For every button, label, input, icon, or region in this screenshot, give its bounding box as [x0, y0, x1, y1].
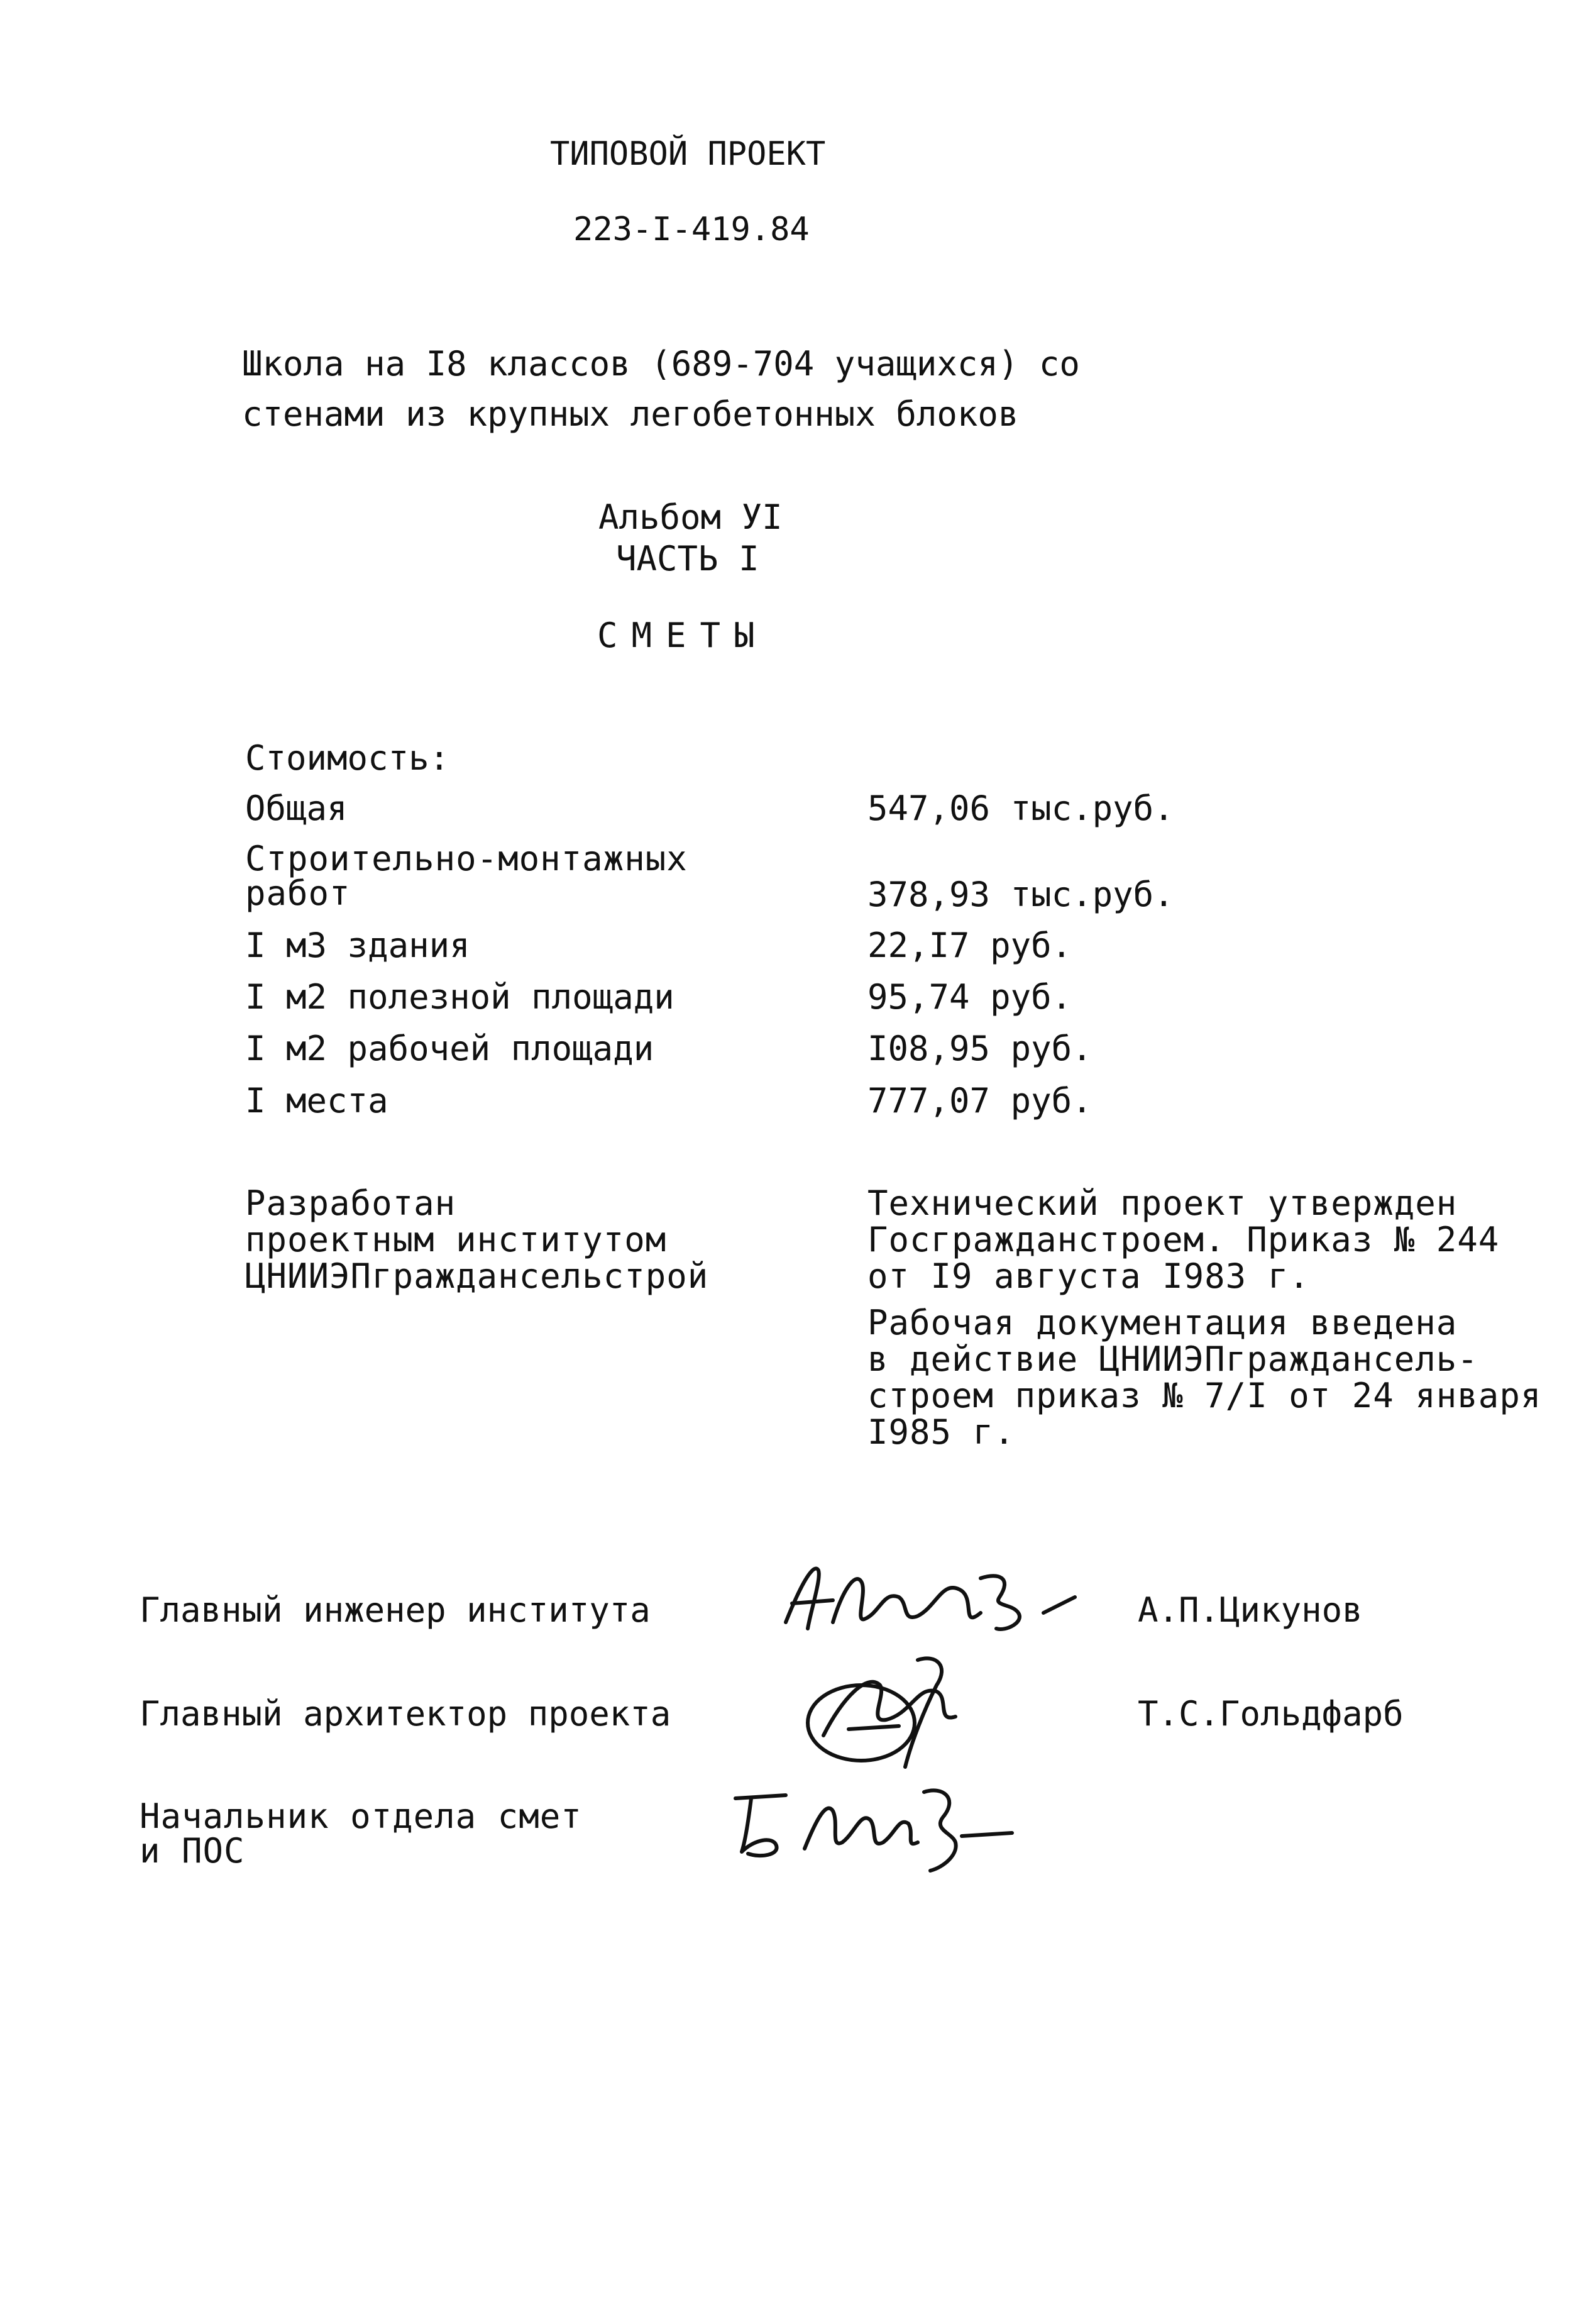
album-part: ЧАСТЬ I [616, 539, 759, 578]
cost-label-per-place: I места [245, 1081, 388, 1121]
developer-line-1: Разработан [245, 1183, 456, 1223]
approval-line-1: Технический проект утвержден [867, 1183, 1458, 1223]
signature-role-chief-architect: Главный архитектор проекта [140, 1694, 671, 1734]
handwritten-signature-2 [792, 1647, 1006, 1773]
cost-value-per-m3: 22,I7 руб. [867, 926, 1072, 965]
description-line-1: Школа на I8 классов (689-704 учащихся) со [242, 344, 1080, 384]
signature-name-chief-architect: Т.С.Гольдфарб [1138, 1694, 1404, 1734]
description-line-2: стенами из крупных легобетонных блоков [242, 394, 1019, 434]
approval-line-2: Госгражданстроем. Приказ № 244 [867, 1220, 1500, 1259]
cost-label-construction-line1: Строительно-монтажных [245, 839, 688, 878]
cost-label-per-m2-working: I м2 рабочей площади [245, 1029, 654, 1068]
enactment-line-1: Рабочая документация введена [867, 1303, 1458, 1342]
enactment-line-2: в действие ЦНИИЭПграждансель- [867, 1339, 1478, 1379]
handwritten-signature-3 [717, 1773, 1031, 1874]
cost-value-total: 547,06 тыс.руб. [867, 789, 1174, 828]
album-name: Альбом УI [598, 497, 783, 537]
cost-label-per-m3: I м3 здания [245, 926, 470, 965]
costs-heading: Стоимость: [245, 738, 450, 778]
cost-label-construction-line2: работ [245, 873, 351, 913]
album-section-title: СМЕТЫ [597, 616, 769, 655]
signature-role-chief-engineer: Главный инженер института [140, 1590, 651, 1630]
enactment-line-4: I985 г. [867, 1412, 1015, 1452]
document-type-label: ТИПОВОЙ ПРОЕКТ [550, 135, 826, 173]
signature-name-chief-engineer: А.П.Цикунов [1138, 1590, 1363, 1630]
cost-value-per-place: 777,07 руб. [867, 1081, 1092, 1121]
cost-label-per-m2-useful: I м2 полезной площади [245, 977, 674, 1017]
cost-label-total: Общая [245, 789, 348, 828]
handwritten-signature-1 [773, 1553, 1100, 1647]
cost-value-construction: 378,93 тыс.руб. [867, 875, 1174, 914]
signature-role-estimates-head-line2: и ПОС [140, 1831, 245, 1871]
enactment-line-3: строем приказ № 7/I от 24 января [867, 1376, 1542, 1415]
project-number: 223-I-419.84 [573, 211, 810, 248]
cost-value-per-m2-useful: 95,74 руб. [867, 977, 1072, 1017]
cost-value-per-m2-working: I08,95 руб. [867, 1029, 1092, 1068]
approval-line-3: от I9 августа I983 г. [867, 1256, 1310, 1296]
developer-line-3: ЦНИИЭПграждансельстрой [245, 1256, 709, 1296]
developer-line-2: проектным институтом [245, 1220, 667, 1259]
signature-role-estimates-head-line1: Начальник отдела смет [140, 1796, 582, 1836]
